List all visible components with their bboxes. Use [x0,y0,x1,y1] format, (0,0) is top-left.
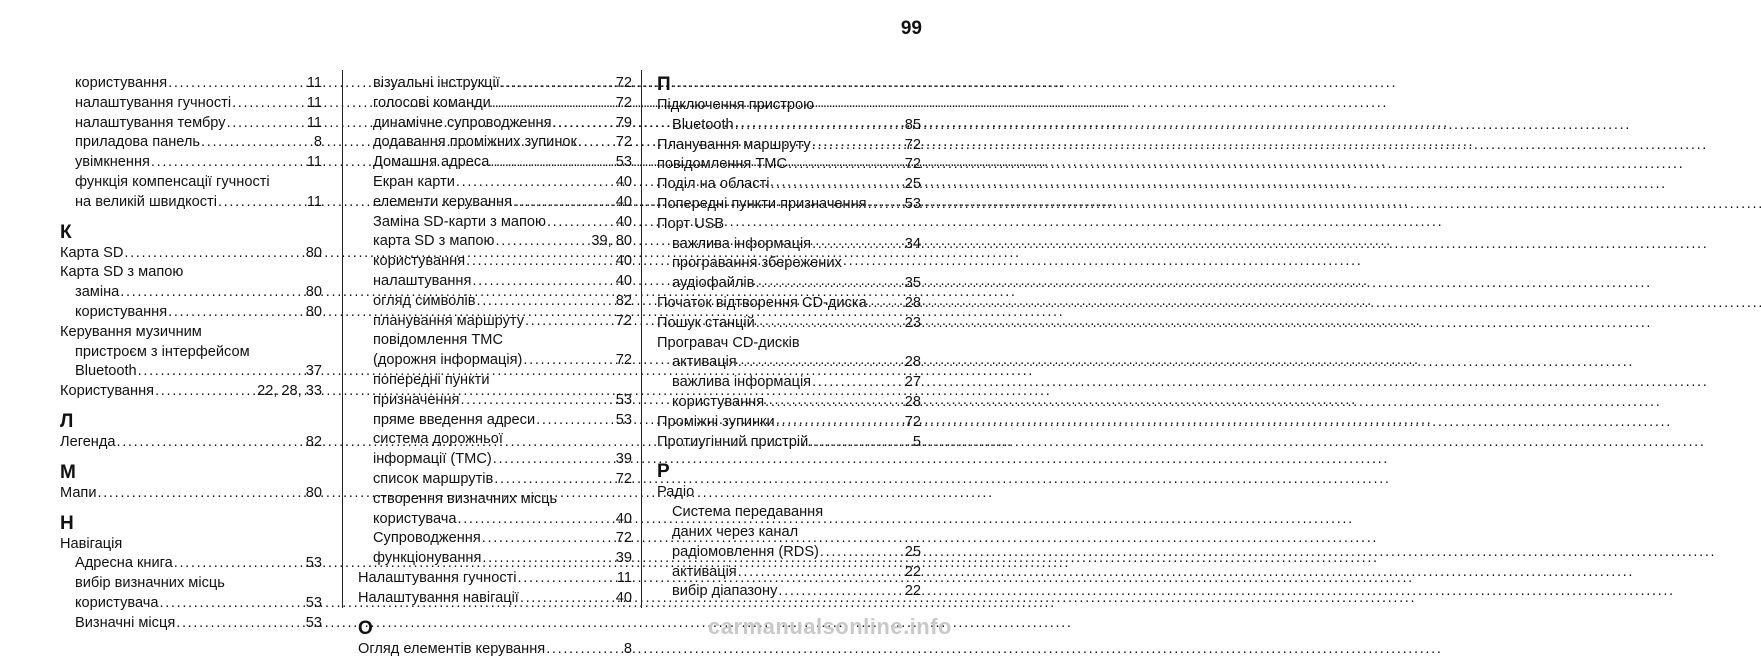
watermark-text: carmanualsonline.info [708,614,952,639]
index-subheading: повідомлення TMC [373,332,503,349]
index-entry-page: 11 [306,75,322,91]
dot-leader [159,594,304,614]
dot-leader [168,74,306,94]
dot-leader [812,235,904,255]
index-entry [358,450,632,470]
index-entry-page: 72 [615,75,632,91]
index-entry [657,353,921,373]
index-entry-page: 53 [305,614,322,631]
index-entry [657,235,921,255]
index-entry-label: додавання проміжних зупинок [373,134,577,151]
dot-leader [738,353,904,373]
index-entry-label: елементи керування [373,193,513,210]
index-entry [358,411,632,431]
dot-leader [201,133,313,153]
index-subheading: вибір визначних місць [75,575,225,592]
index-subheading: програвання збережених [672,255,842,272]
index-entry [657,136,921,156]
index-entry [657,413,921,433]
index-entry-label: користувача [75,594,159,611]
dot-leader [513,193,615,213]
index-entry [657,433,921,453]
index-entry-page: 39, 80 [591,233,632,250]
index-entry-label: користування [75,303,168,320]
index-section-letter: О [358,617,373,639]
dot-leader [546,640,623,659]
index-entry [358,569,632,589]
index-entry-label: Домашня адреса [373,154,490,171]
index-entry [358,549,632,569]
index-entry-label: Поділ на області [657,176,770,193]
index-entry-page: 80 [305,284,322,301]
index-subheading: даних через канал [672,523,799,540]
index-entry-page: 40 [615,589,632,606]
index-entry-label: радіомовлення (RDS) [672,543,819,560]
index-entry-label: активація [672,354,737,371]
index-entry-page: 80 [305,244,322,261]
index-entry [60,382,322,402]
index-entry-page: 40 [615,253,632,270]
index-entry-page: 28 [904,294,921,311]
index-entry-label: Легенда [60,433,116,450]
index-subheading: попередні пункти [373,371,490,388]
dot-leader [552,114,614,134]
index-entry [60,74,322,94]
dot-leader [501,74,615,94]
index-section-letter: Н [60,512,74,534]
dot-leader [738,563,904,583]
dot-leader [820,543,904,563]
dot-leader [460,391,614,411]
index-entry-label: повідомлення TMC [657,156,787,173]
dot-leader [765,393,904,413]
index-entry-page: 72 [615,134,632,151]
index-entry-page: 72 [615,312,632,329]
index-entry [358,252,632,272]
index-entry-label: Попередні пункти призначення [657,195,867,212]
dot-leader [518,569,616,589]
index-entry-page: 80 [305,484,322,501]
index-entry-page: 8 [623,640,632,657]
dot-leader [494,470,614,490]
index-entry-page: 11 [306,193,322,210]
dot-leader [523,351,614,371]
dot-leader [735,116,904,136]
index-entry-page: 82 [615,292,632,309]
index-entry-page: 25 [904,176,921,193]
index-entry-page: 39 [615,451,632,468]
index-subheading: функція компенсації гучності [75,173,270,190]
index-entry-page: 72 [615,352,632,369]
index-entry-page: 22 [904,563,921,580]
index-entry-page: 28 [904,393,921,410]
index-entry-page: 53 [615,391,632,408]
index-entry-label: динамічне супроводження [373,114,552,131]
index-entry-page: 53 [305,594,322,611]
page-number: 99 [900,18,922,39]
dot-leader [496,232,591,252]
dot-leader [809,433,912,453]
index-entry-label: Bluetooth [75,363,137,380]
index-entry-label: користування [672,393,765,410]
dot-leader [578,133,615,153]
index-entry-label: Пошук станцій [657,314,755,331]
dot-leader [868,195,904,215]
dot-leader [218,193,306,213]
dot-leader [812,136,904,156]
dot-leader [151,153,306,173]
dot-leader [812,373,904,393]
index-entry [358,510,632,530]
index-subheading: Програвач CD-дисків [657,334,800,351]
index-entry-label: Налаштування гучності [358,569,517,586]
index-entry-label: Супроводження [373,530,481,547]
index-entry-page: 79 [615,114,632,131]
dot-leader [771,175,904,195]
dot-leader [117,433,305,453]
index-entry-label: вибір діапазону [672,583,778,600]
index-entry-page: 53 [615,154,632,171]
index-entry [60,193,322,213]
index-column-1 [60,74,322,634]
index-entry-label: призначення [373,391,460,408]
index-entry-page: 27 [904,374,921,391]
index-entry-page: 37 [305,363,322,380]
index-entry-page: 5 [912,433,921,450]
index-entry [358,193,632,213]
dot-leader [232,94,306,114]
index-entry [60,94,322,114]
index-entry-label: Налаштування навігації [358,589,519,606]
index-entry [657,294,921,314]
index-entry [60,114,322,134]
column-divider [641,70,642,608]
dot-leader [755,274,903,294]
index-entry [60,303,322,323]
index-entry-label: налаштування [373,272,472,289]
index-entry-page: 40 [615,173,632,190]
dot-leader [472,272,614,292]
dot-leader [868,294,904,314]
index-entry-label: на великій швидкості [75,193,217,210]
column-divider [342,70,343,608]
index-subheading: Карта SD з мапою [60,264,184,281]
index-section-letter: П [657,74,671,95]
index-section-letter: Л [60,410,74,432]
index-entry [358,640,632,659]
dot-leader [124,244,304,264]
index-entry-page: 40 [615,193,632,210]
index-subheading: система дорожньої [373,431,503,448]
index-entry [60,554,322,574]
dot-leader [778,582,903,602]
index-entry [657,175,921,195]
index-entry-page: 28 [904,354,921,371]
index-entry-page: 25 [904,543,921,560]
dot-leader [98,484,305,504]
index-entry-label: функціонування [373,550,482,567]
index-entry-label: Огляд елементів керування [358,640,546,657]
index-entry-page: 53 [615,411,632,428]
index-entry-page: 11 [306,154,322,171]
index-subheading: Навігація [60,535,123,552]
index-entry-page: 72 [904,156,921,173]
index-entry [358,153,632,173]
index-entry-page: 72 [615,94,632,111]
dot-leader [525,312,615,332]
index-entry-page: 35 [904,275,921,292]
index-entry-label: інформації (TMC) [373,451,492,468]
index-entry [60,362,322,382]
index-entry-label: налаштування тембру [75,114,226,131]
index-entry-label: аудіофайлів [672,275,755,292]
dot-leader [547,213,615,233]
index-entry-page: 22 [904,583,921,600]
index-entry-page: 72 [904,413,921,430]
index-entry-page: 72 [904,136,921,153]
index-entry [657,543,921,563]
index-entry [657,314,921,334]
dot-leader [456,173,615,193]
index-entry-label: планування маршруту [373,312,525,329]
index-column-2 [358,74,632,659]
index-entry [358,94,632,114]
index-entry-label: голосові команди [373,94,491,111]
index-entry-label: (дорожня інформація) [373,352,523,369]
index-entry-page: 53 [904,195,921,212]
index-entry-label: активація [672,563,737,580]
index-entry-label: Планування маршруту [657,136,811,153]
index-entry [657,563,921,583]
index-entry-label: Визначні місця [75,614,176,631]
index-entry [358,312,632,332]
dot-leader [482,549,614,569]
index-entry-label: приладова панель [75,134,201,151]
index-entry [657,195,921,215]
index-entry-label: Початок відтворення CD-диска [657,294,867,311]
index-entry-label: користування [75,75,168,91]
index-entry [358,470,632,490]
index-entry [657,582,921,602]
index-subheading: Порт USB [657,215,725,232]
index-entry [657,393,921,413]
index-entry-label: Користування [60,383,155,400]
index-entry-page: 80 [305,303,322,320]
dot-leader [457,510,614,530]
index-entry-page: 40 [615,510,632,527]
index-section-letter: К [60,221,72,243]
index-entry-page: 22, 28, 33 [257,383,322,400]
index-section-letter: Р [657,461,670,483]
dot-leader [493,450,615,470]
index-entry [358,213,632,233]
dot-leader [490,153,614,173]
index-entry [657,274,921,294]
index-entry [358,133,632,153]
index-entry-page: 53 [305,555,322,572]
index-subheading: створення визначних місць [373,490,558,507]
index-entry-page: 72 [615,530,632,547]
index-entry-page: 11 [616,569,632,586]
index-subheading: пристроєм з інтерфейсом [75,343,250,360]
index-entry-page: 34 [904,235,921,252]
index-entry-label: користувача [373,510,457,527]
index-entry [358,529,632,549]
index-entry-page: 40 [615,272,632,289]
index-entry-label: важлива інформація [672,235,812,252]
index-entry-label: важлива інформація [672,374,812,391]
dot-leader [536,411,615,431]
index-entry-label: Bluetooth [672,116,734,133]
dot-leader [176,614,305,634]
index-entry [358,589,632,609]
index-entry-label: карта SD з мапою [373,233,495,250]
index-entry-page: 8 [313,134,322,151]
index-subheading: Радіо [657,484,695,501]
index-column-3 [657,74,921,602]
index-entry-page: 82 [305,433,322,450]
index-entry-page: 85 [904,116,921,133]
index-entry-page: 11 [306,114,322,131]
index-entry-page: 72 [615,470,632,487]
index-subheading: Система передавання [672,504,824,521]
dot-leader [756,314,904,334]
index-entry [60,244,322,264]
index-entry-label: заміна [75,284,120,301]
index-entry [358,292,632,312]
index-entry-label: налаштування гучності [75,94,232,111]
index-entry [60,153,322,173]
dot-leader [466,252,615,272]
index-entry [60,614,322,634]
index-entry [358,272,632,292]
index-entry-label: Мапи [60,484,97,501]
index-entry-page: 39 [615,550,632,567]
index-entry-label: Адресна книга [75,555,173,572]
index-entry [657,373,921,393]
dot-leader [788,155,904,175]
index-entry [60,594,322,614]
index-entry [358,351,632,371]
index-entry [358,114,632,134]
index-entry [657,155,921,175]
index-entry [60,283,322,303]
index-entry-label: огляд символів [373,292,476,309]
dot-leader [138,362,305,382]
index-entry-label: пряме введення адреси [373,411,536,428]
index-entry [60,433,322,453]
index-entry-label: користування [373,253,466,270]
index-subheading: Підключення пристрою [657,97,815,113]
index-entry-page: 40 [615,213,632,230]
index-entry-label: Заміна SD-карти з мапою [373,213,546,230]
dot-leader [120,283,305,303]
index-section-letter: М [60,461,76,483]
index-entry-label: Проміжні зупинки [657,413,775,430]
index-entry [358,74,632,94]
index-entry [60,484,322,504]
index-entry-label: Екран карти [373,173,455,190]
dot-leader [227,114,306,134]
index-entry-label: візуальні інструкції [373,75,500,91]
dot-leader [174,554,305,574]
index-entry-page: 23 [904,314,921,331]
dot-leader [155,382,256,402]
index-entry-label: Протиугінний пристрій [657,433,809,450]
dot-leader [520,589,615,609]
index-entry [358,232,632,252]
index-entry [358,173,632,193]
dot-leader [168,303,305,323]
index-entry [60,133,322,153]
index-entry-label: список маршрутів [373,470,494,487]
index-entry [657,116,921,136]
index-entry-page: 11 [306,94,322,111]
index-entry [358,391,632,411]
index-subheading: Керування музичним [60,323,202,340]
index-entry-label: Карта SD [60,244,124,261]
index-entry-label: увімкнення [75,154,150,171]
dot-leader [776,413,904,433]
dot-leader [476,292,614,312]
dot-leader [482,529,615,549]
dot-leader [492,94,615,114]
